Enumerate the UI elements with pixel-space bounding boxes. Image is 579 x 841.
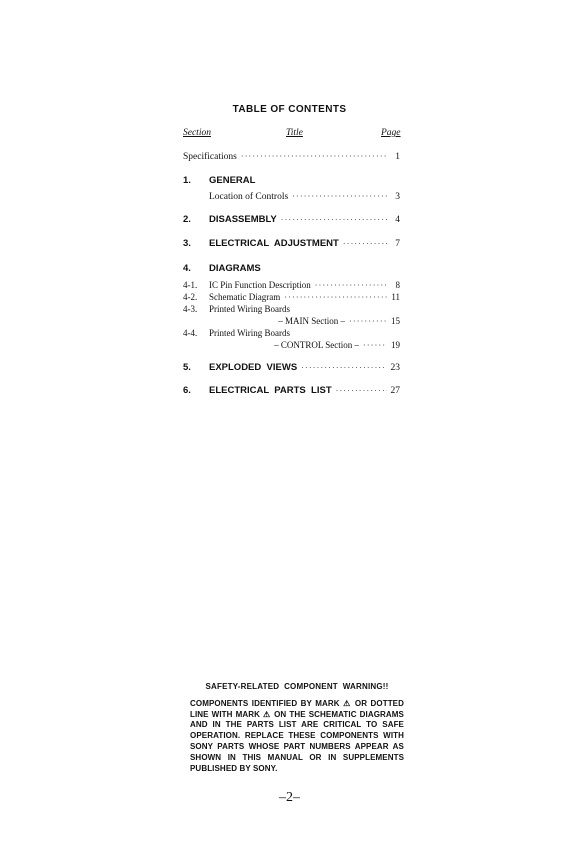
section-label: DISASSEMBLY [209, 214, 277, 225]
section-number: 4. [183, 263, 191, 274]
leader-dots [301, 363, 386, 372]
entry-label: Printed Wiring Boards [209, 328, 290, 338]
entry-sublabel: – MAIN Section – [278, 316, 345, 326]
leader-dots [349, 317, 387, 326]
warning-title: SAFETY-RELATED COMPONENT WARNING!! [205, 682, 389, 691]
leader-dots [284, 293, 387, 302]
entry-page: 3 [395, 192, 400, 202]
entry-page: 27 [390, 386, 400, 396]
leader-dots [281, 215, 388, 224]
entry-number: 4-1. [183, 280, 198, 290]
toc-entry-control-section[interactable] [183, 340, 400, 353]
entry-page: 23 [390, 363, 400, 373]
leader-dots [343, 239, 388, 248]
entry-label: Specifications [183, 152, 237, 162]
toc-section-disassembly[interactable] [183, 214, 400, 227]
warning-body: COMPONENTS IDENTIFIED BY MARK ⚠ OR DOTTED LINE WITH MARK ⚠ ON THE SCHEMATIC DIAGRAMS AND IN THE PARTS LIST ARE CRITICAL TO SAFE OPERATION. REPLACE THESE COMPONENTS WITH SONY PARTS WHOSE PART NUMBERS APPEAR AS SHOWN IN THIS MANUAL OR IN SUPPLEMENTS PUBLISHED BY SONY. [190, 698, 404, 773]
entry-page: 11 [391, 292, 400, 302]
toc-title: TABLE OF CONTENTS [232, 104, 347, 115]
leader-dots [241, 152, 388, 161]
toc-entry-specifications[interactable] [183, 152, 400, 165]
toc-section-general[interactable] [183, 175, 400, 188]
section-number: 6. [183, 385, 191, 396]
entry-number: 4-2. [183, 292, 198, 302]
leader-dots [315, 281, 388, 290]
entry-label: Printed Wiring Boards [209, 304, 290, 314]
section-label: ELECTRICAL PARTS LIST [209, 385, 332, 396]
leader-dots [363, 341, 387, 350]
section-number: 3. [183, 238, 191, 249]
toc-section-exploded-views[interactable] [183, 362, 400, 375]
safety-warning [190, 682, 404, 774]
entry-page: 7 [395, 239, 400, 249]
entry-number: 4-3. [183, 304, 198, 314]
section-column-header: Section [183, 128, 211, 138]
toc-section-electrical-adjustment[interactable] [183, 238, 400, 251]
entry-page: 1 [395, 152, 400, 162]
entry-label: IC Pin Function Description [209, 280, 311, 290]
entry-label: Schematic Diagram [209, 292, 281, 302]
entry-page: 8 [395, 280, 400, 290]
page-number: –2– [279, 790, 300, 805]
entry-page: 4 [395, 215, 400, 225]
entry-page: 19 [391, 340, 400, 350]
section-number: 1. [183, 175, 191, 186]
section-label: GENERAL [209, 175, 256, 186]
title-column-header: Title [286, 128, 303, 138]
section-number: 5. [183, 362, 191, 373]
leader-dots [292, 192, 388, 201]
page-column-header: Page [381, 128, 401, 138]
entry-number: 4-4. [183, 328, 198, 338]
entry-sublabel: – CONTROL Section – [274, 340, 359, 350]
section-label: ELECTRICAL ADJUSTMENT [209, 238, 339, 249]
section-label: EXPLODED VIEWS [209, 362, 298, 373]
leader-dots [336, 386, 387, 395]
entry-page: 15 [391, 316, 400, 326]
toc-entry-location-of-controls[interactable] [183, 192, 400, 205]
section-number: 2. [183, 214, 191, 225]
entry-label: Location of Controls [209, 192, 289, 202]
toc-section-electrical-parts-list[interactable] [183, 385, 400, 398]
section-label: DIAGRAMS [209, 263, 261, 274]
toc-section-diagrams[interactable] [183, 263, 400, 276]
